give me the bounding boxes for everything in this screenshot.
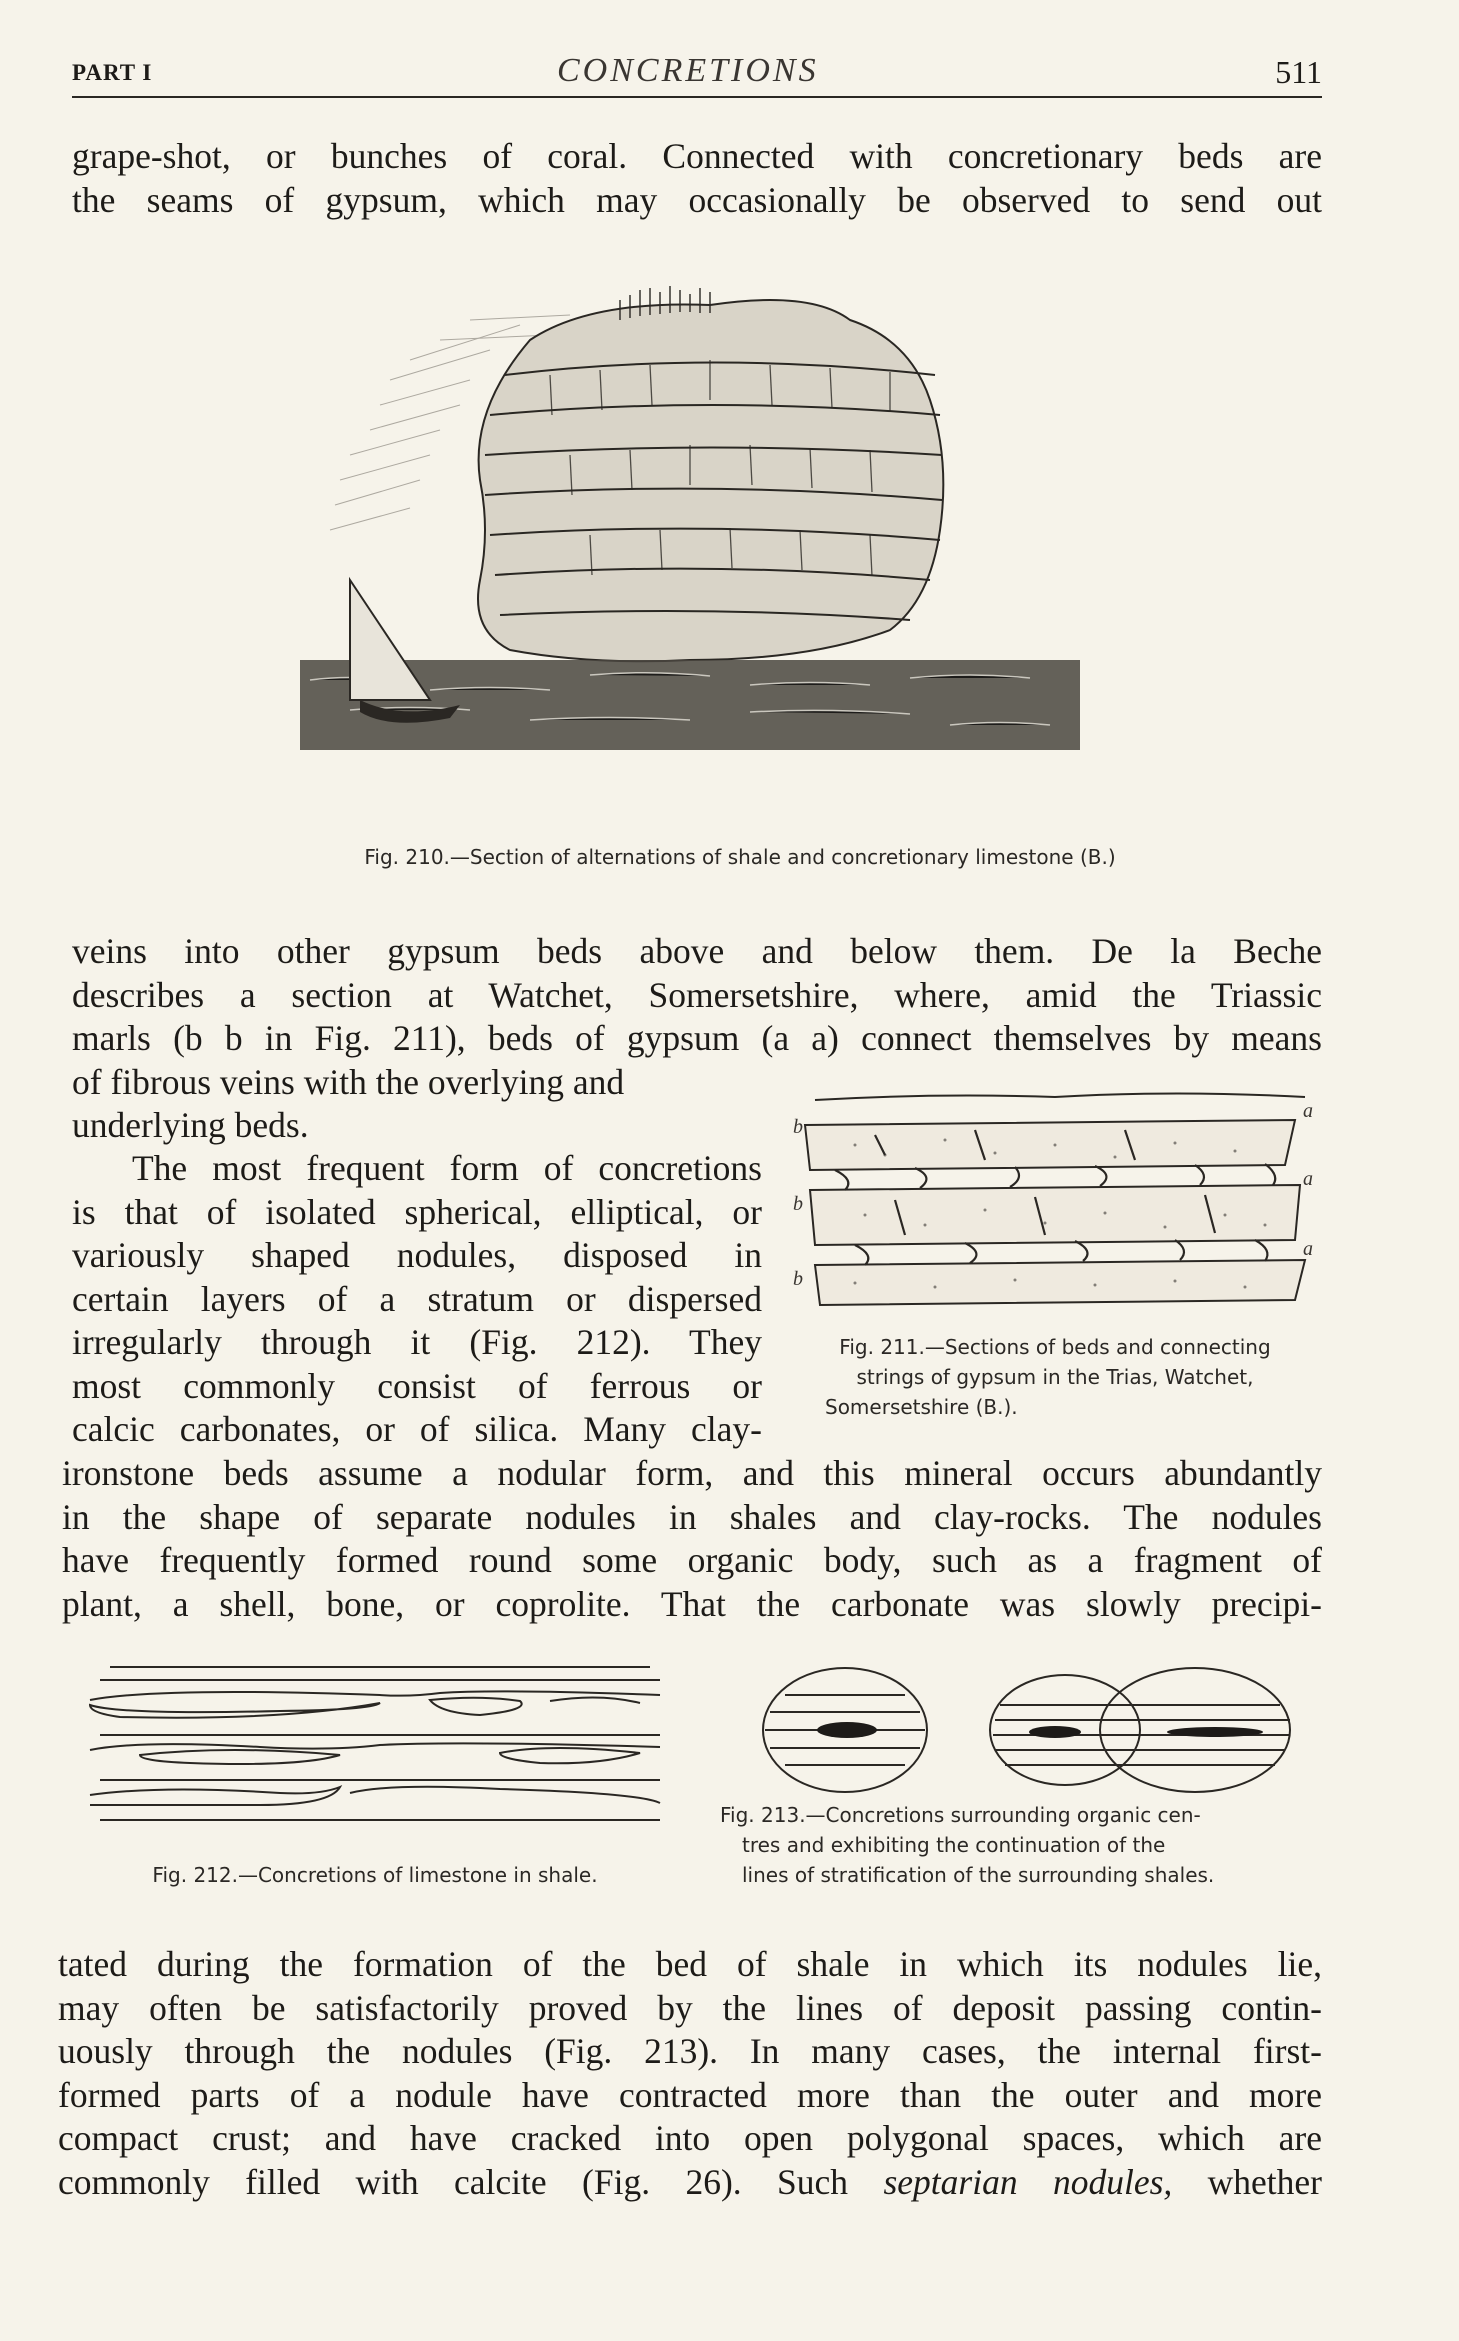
text-line: certain layers of a stratum or dispersed — [72, 1278, 762, 1319]
text-line: variously shaped nodules, disposed in — [72, 1235, 762, 1275]
caption-line: Fig. 211.—Sections of beds and connecting — [839, 1335, 1271, 1359]
text-line: veins into other gypsum beds above and below them. De la Beche — [72, 931, 1322, 971]
fig-210-illustration — [290, 280, 1090, 820]
text-line: may often be satisfactorily proved by the lines of deposit passing contin- — [58, 1987, 1322, 2028]
caption-line: Somersetshire (B.). — [825, 1395, 1018, 1419]
fig-211-label-a: a — [1303, 1168, 1313, 1190]
text-line: uously through the nodules (Fig. 213). In many cases, the internal first- — [58, 2031, 1322, 2071]
text-line: of fibrous veins with the overlying and — [72, 1061, 625, 1102]
text-line: tated during the formation of the bed of shale in which its nodules lie, — [58, 1944, 1322, 1984]
text-line: compact crust; and have cracked into open polygonal spaces, which are — [58, 2118, 1322, 2158]
page-number: 511 — [1275, 54, 1322, 90]
fig-212-caption: Fig. 212.—Concretions of limestone in shale. — [152, 1863, 598, 1887]
caption-line: tres and exhibiting the continuation of the — [742, 1833, 1166, 1857]
paragraph-1 — [72, 135, 1322, 222]
text-line: The most frequent form of concretions — [132, 1148, 762, 1188]
text-line: in the shape of separate nodules in shales and clay-rocks. The nodules — [62, 1496, 1322, 1537]
text-line: is that of isolated spherical, elliptical, or — [72, 1191, 762, 1232]
text-run: whether — [1172, 2161, 1322, 2202]
text-line: the seams of gypsum, which may occasionally be observed to send out — [72, 179, 1322, 220]
fig-211-caption — [785, 1332, 1325, 1422]
text-line: marls (b b in Fig. 211), beds of gypsum (a a) connect themselves by means — [72, 1018, 1322, 1058]
italic-term: septarian nodules, — [883, 2161, 1173, 2202]
fig-212-illustration — [80, 1655, 670, 1835]
fig-211-label-b: b — [793, 1116, 803, 1138]
fig-211-label-b: b — [793, 1268, 803, 1290]
text-line: grape-shot, or bunches of coral. Connected with concretionary beds are — [72, 136, 1322, 176]
text-line — [58, 2161, 1322, 2205]
header-title: CONCRETIONS — [557, 52, 819, 89]
fig-211-label-a: a — [1303, 1100, 1313, 1122]
paragraph-3-full — [62, 1452, 1322, 1626]
fig-213-caption — [720, 1800, 1325, 1890]
header-part: PART I — [72, 60, 153, 85]
fig-213-illustration — [755, 1650, 1295, 1810]
text-line: describes a section at Watchet, Somersetshire, where, amid the Triassic — [72, 974, 1322, 1015]
text-line: formed parts of a nodule have contracted more than the outer and more — [58, 2074, 1322, 2115]
text-line: have frequently formed round some organic body, such as a fragment of — [62, 1540, 1322, 1580]
caption-line: lines of stratification of the surrounding shales. — [742, 1863, 1215, 1887]
fig-211-label-b: b — [793, 1193, 803, 1215]
fig-210-caption: Fig. 210.—Section of alternations of shale and concretionary limestone (B.) — [364, 845, 1116, 869]
caption-line: strings of gypsum in the Trias, Watchet, — [856, 1365, 1254, 1389]
running-header — [72, 50, 1322, 98]
fig-211-label-a: a — [1303, 1238, 1313, 1260]
text-run: commonly filled with calcite (Fig. 26). Such — [58, 2161, 884, 2202]
fig-211-illustration — [795, 1075, 1315, 1335]
text-line: underlying beds. — [72, 1105, 309, 1145]
caption-line: Fig. 213.—Concretions surrounding organic cen- — [720, 1803, 1201, 1827]
text-line: irregularly through it (Fig. 212). They — [72, 1322, 762, 1362]
paragraph-4 — [58, 1943, 1322, 2204]
text-line: plant, a shell, bone, or coprolite. That the carbonate was slowly precipi- — [62, 1583, 1322, 1624]
text-line: ironstone beds assume a nodular form, and this mineral occurs abundantly — [62, 1453, 1322, 1493]
text-line: most commonly consist of ferrous or — [72, 1365, 762, 1406]
text-line: calcic carbonates, or of silica. Many clay- — [72, 1409, 762, 1449]
paragraph-3-narrow — [72, 1147, 762, 1452]
